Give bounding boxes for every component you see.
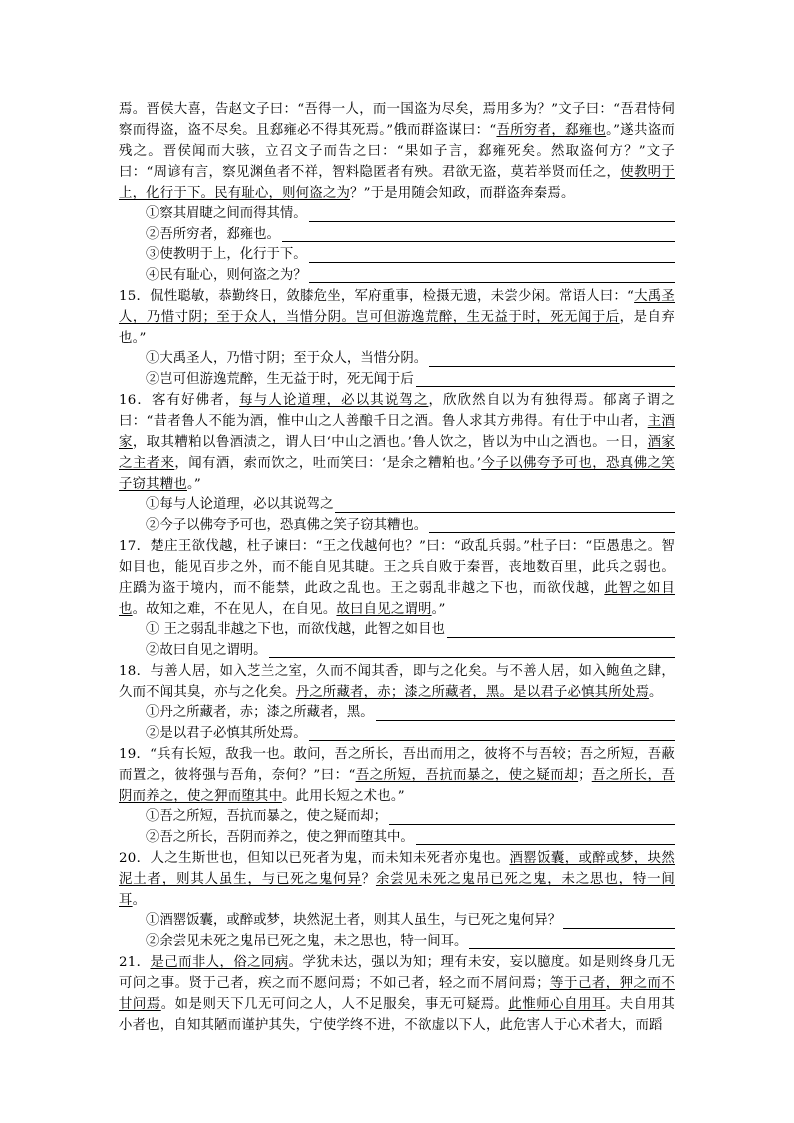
passage-text: 。”遂共盗而残之。晋侯闻而大骇，立召文子而告之曰：“果如子言，郄雍死矣。然取盗何方？”文子曰：“周谚有言，察见渊鱼者不祥，智料隐匿者有殃。君欲无盗，莫若举贤而任之， — [119, 123, 675, 180]
answer-line[interactable] — [335, 497, 675, 513]
translation-question — [119, 245, 675, 266]
underlined-sentence: 余尝见未死之鬼吊已死之鬼，未之思也，特一间耳 — [119, 872, 675, 908]
translation-question — [119, 370, 675, 391]
passage-paragraph — [119, 536, 675, 620]
question-sentence: ①酒罂饭囊，或醉或梦，块然泥土者，则其人虽生，与已死之鬼何异？ — [146, 913, 562, 928]
question-sentence: ③使教明于上，化行于下。 — [146, 247, 307, 262]
translation-question — [119, 911, 675, 932]
question-sentence: ②吾所穷者，郄雍也。 — [146, 226, 280, 242]
answer-line[interactable] — [282, 226, 675, 242]
passage-text: 。” — [186, 477, 201, 492]
document-page — [119, 99, 675, 1036]
answer-line[interactable] — [389, 809, 675, 825]
underlined-sentence: 吾之所短，吾抗而暴之，使之疑而却 — [355, 768, 579, 783]
translation-question — [119, 641, 675, 662]
passage-text: 。夫自用其小者也，自知其陋而谨护其失，宁使学终不进，不欲虚以下人，此危害人于心术者大，而蹈 — [119, 997, 676, 1033]
underlined-sentence: 今子以佛夸予可也，恐真佛之笑子窃其糟也 — [119, 456, 675, 492]
translation-question — [119, 932, 675, 953]
answer-line[interactable] — [429, 517, 675, 533]
underlined-sentence: 吾之所长，吾阴而养之，使之狎而堕其中 — [119, 768, 676, 804]
underlined-sentence: 此惟师心自用耳 — [508, 997, 606, 1012]
answer-line[interactable] — [416, 829, 675, 845]
question-sentence: ① 王之弱乱非越之下也，而欲伐越，此智之如目也 — [146, 622, 445, 637]
passage-paragraph — [119, 286, 675, 349]
passage-text: ？ — [361, 872, 376, 887]
underlined-sentence: 丹之所藏者，赤；漆之所藏者，黑。是以君子必慎其所处焉 — [295, 685, 650, 700]
passage-text: 20．人之生斯世也，但知以已死者为鬼，而未知未死者亦鬼也。 — [119, 851, 510, 866]
translation-question — [119, 828, 675, 849]
underlined-sentence: 主酒家 — [119, 414, 675, 450]
answer-line[interactable] — [447, 622, 675, 638]
translation-question — [119, 724, 675, 745]
underlined-sentence: 酒罂饭囊，或醉或梦，块然泥土者，则其人虽生，与已死之鬼何异 — [119, 851, 675, 887]
question-sentence: ②今子以佛夸予可也，恐真佛之笑子窃其糟也。 — [146, 517, 428, 533]
passage-paragraph — [119, 99, 675, 204]
passage-text: 。 — [132, 893, 147, 908]
question-sentence: ②是以君子必慎其所处焉。 — [146, 725, 307, 741]
underlined-sentence: 大禹圣人，乃惜寸阴；至于众人，当惜分阴。岂可但游逸荒醉，生无益于时，死无闻于后 — [119, 289, 675, 325]
question-sentence: ②故曰自见之谓明。 — [146, 642, 267, 658]
question-sentence: ②岂可但游逸荒醉，生无益于时，死无闻于后 — [146, 371, 414, 387]
underlined-sentence: 吾所穷者，郄雍也 — [496, 123, 607, 138]
passage-paragraph — [119, 390, 675, 495]
answer-line[interactable] — [309, 267, 675, 283]
translation-question — [119, 807, 675, 828]
question-sentence: ④民有耻心，则何盗之为？ — [146, 267, 307, 283]
question-sentence: ②吾之所长，吾阴而养之，使之狎而堕其中。 — [146, 829, 414, 845]
passage-text: ，取其糟粕以鲁酒渍之，谓人曰‘中山之酒也。’鲁人饮之，皆以为中山之酒也。一日， — [132, 435, 648, 450]
translation-question — [119, 495, 675, 516]
passage-text: 。学犹未达，强以为知；理有未安，妄以臆度。如是则终身几无可问之事。贤于己者，疾之而不愿问焉；不如己者，轻之而不屑问焉； — [119, 955, 675, 991]
translation-question — [119, 516, 675, 537]
answer-line[interactable] — [469, 933, 675, 949]
passage-text: 。如是则天下几无可问之人，人不足服矣，事无可疑焉。 — [160, 997, 509, 1012]
answer-line[interactable] — [563, 913, 675, 929]
passage-text: ，欣欣然自以为有独得焉。郁离子谓之曰：“昔者鲁人不能为酒，惟中山之人善酿千日之酒。鲁人求其方弗得。有仕于中山者， — [119, 393, 675, 429]
translation-question — [119, 266, 675, 287]
underlined-sentence: 每与人论道理，必以其说驾之 — [239, 393, 429, 408]
underlined-sentence: 此智之如目也 — [119, 581, 675, 617]
passage-text: 。” — [431, 602, 446, 617]
passage-paragraph — [119, 661, 675, 703]
passage-text: 15．侃性聪敏，恭勤终日，敛膝危坐，军府重事，检摄无遗，未尝少闲。常语人曰：“ — [119, 289, 635, 304]
underlined-sentence: 是己而非人，俗之同病 — [150, 955, 289, 970]
translation-question — [119, 204, 675, 225]
answer-line[interactable] — [309, 247, 675, 263]
underlined-sentence: 使教明于上，化行于下。民有耻心，则何盗之为 — [119, 165, 675, 201]
answer-line[interactable] — [309, 206, 675, 222]
translation-question — [119, 225, 675, 246]
passage-text: ？”于是用随会知政，而群盗奔秦焉。 — [350, 186, 575, 201]
question-sentence: ①察其眉睫之间而得其情。 — [146, 206, 307, 221]
answer-line[interactable] — [309, 725, 675, 741]
passage-paragraph — [119, 952, 675, 1036]
passage-text: 。此用长短之术也。” — [282, 789, 405, 804]
passage-text: 18．与善人居，如入芝兰之室，久而不闻其香，即与之化矣。与不善人居，如入鲍鱼之肆，久而不闻其臭，亦与之化矣。 — [119, 664, 675, 700]
passage-text: 17．楚庄王欲伐越，杜子谏曰：“王之伐越何也？”曰：“政乱兵弱。”杜子曰：“臣愚患之。智如目也，能见百步之外，而不能自见其睫。王之兵自败于秦晋，丧地数百里，此兵之弱也。庄蹻为盗于境内，而不能禁，此政之乱也。王之弱乱非越之下也，而欲伐越， — [119, 539, 675, 596]
question-sentence: ①大禹圣人，乃惜寸阴；至于众人，当惜分阴。 — [146, 351, 428, 366]
passage-text: 16．客有好佛者， — [119, 393, 240, 408]
passage-text: ，闻有酒，索而饮之，吐而笑曰：‘是余之糟粕也。’ — [174, 456, 482, 471]
passage-paragraph — [119, 848, 675, 911]
answer-line[interactable] — [429, 351, 675, 367]
passage-text: ； — [578, 768, 592, 783]
translation-question — [119, 620, 675, 641]
underlined-sentence: 等于己者，狎之而不甘问焉 — [119, 976, 675, 1012]
question-sentence: ①丹之所藏者，赤；漆之所藏者，黑。 — [146, 705, 374, 720]
translation-question — [119, 703, 675, 724]
passage-text: 19．“兵有长短，敌我一也。敢问，吾之所长，吾出而用之，彼将不与吾较；吾之所短，吾蔽而置之，彼将强与吾角，奈何？”曰：“ — [119, 747, 675, 783]
underlined-sentence: 故曰自见之谓明 — [336, 602, 432, 617]
question-sentence: ①每与人论道理，必以其说驾之 — [146, 497, 334, 512]
passage-paragraph — [119, 744, 675, 807]
passage-text: 。故知之难，不在见人，在自见。 — [132, 602, 337, 617]
question-sentence: ①吾之所短，吾抗而暴之，使之疑而却； — [146, 809, 388, 824]
passage-text: 焉。晋侯大喜，告赵文子曰：“吾得一人，而一国盗为尽矣，焉用多为？”文子曰：“吾君恃伺察而得盗，盗不尽矣。且郄雍必不得其死焉。”俄而群盗谋曰：“ — [119, 102, 675, 138]
passage-text: 。 — [649, 685, 663, 700]
answer-line[interactable] — [376, 705, 675, 721]
underlined-sentence: 酒家之主者来 — [119, 435, 675, 471]
translation-question — [119, 349, 675, 370]
answer-line[interactable] — [269, 642, 675, 658]
question-sentence: ②余尝见未死之鬼吊已死之鬼，未之思也，特一间耳。 — [146, 933, 468, 949]
passage-text: 21． — [119, 955, 151, 970]
answer-line[interactable] — [416, 371, 675, 387]
passage-text: ，是自弃也。” — [119, 310, 675, 346]
